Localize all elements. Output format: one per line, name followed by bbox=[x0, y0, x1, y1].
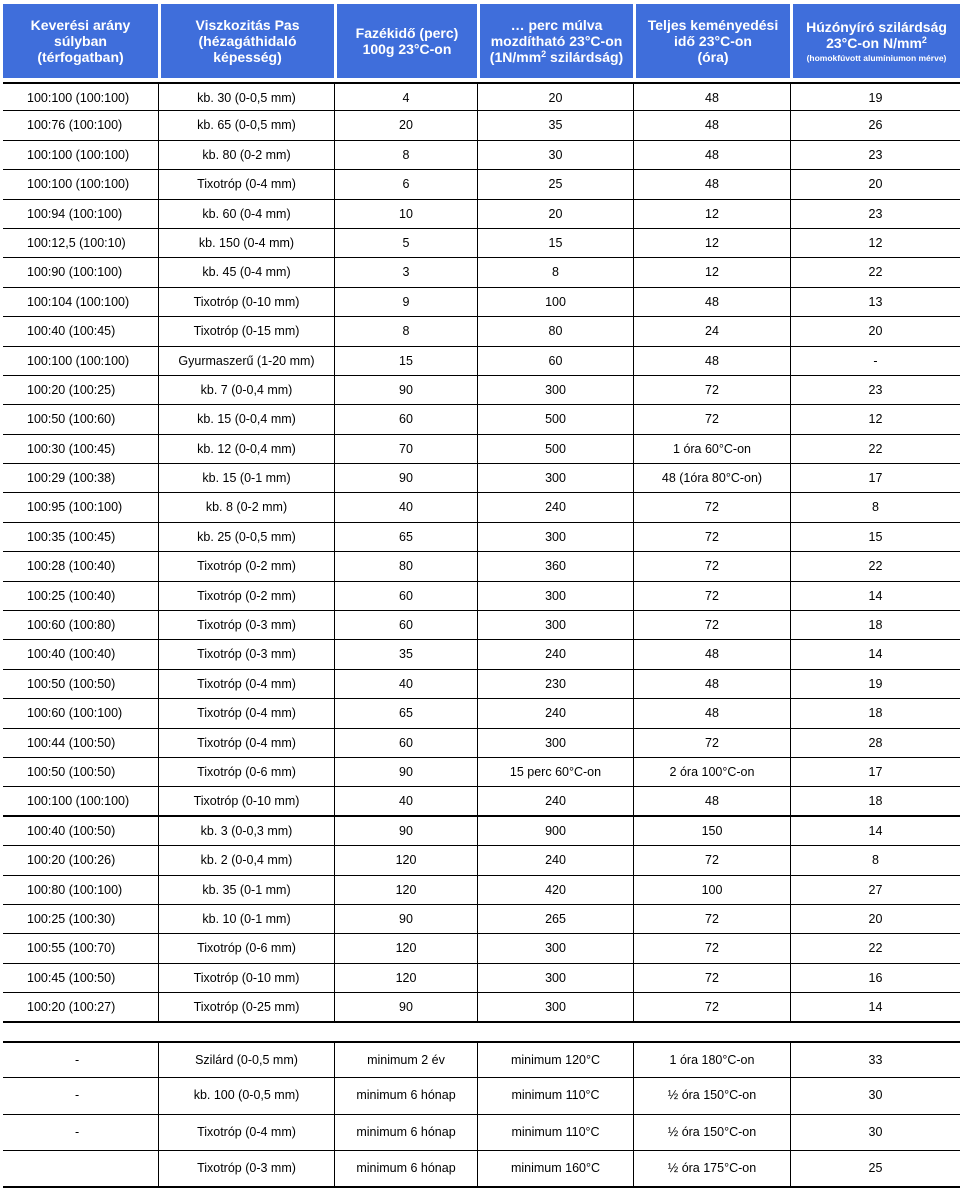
cell-cure-time: 72 bbox=[633, 552, 790, 580]
cell-cure-time: ½ óra 150°C-on bbox=[633, 1078, 790, 1114]
cell-shear-strength: 19 bbox=[790, 670, 960, 698]
cell-mixing-ratio: - bbox=[75, 1124, 80, 1139]
cell-temperature: minimum 120°C bbox=[477, 1043, 633, 1077]
cell-viscosity: Tixotróp (0-4 mm) bbox=[158, 670, 334, 698]
cell-pot-life: 35 bbox=[334, 640, 477, 668]
cell-pot-life: 90 bbox=[334, 464, 477, 492]
cell-pot-life: 15 bbox=[334, 347, 477, 375]
cell-pot-life: 6 bbox=[334, 170, 477, 198]
cell-movable-after: 300 bbox=[477, 376, 633, 404]
cell-pot-life: 80 bbox=[334, 552, 477, 580]
cell-pot-life: 60 bbox=[334, 729, 477, 757]
header-mixing-ratio: Keverési arány súlyban (térfogatban) bbox=[3, 4, 158, 78]
cell-mixing-ratio: 100:20 (100:25) bbox=[27, 382, 116, 397]
cell-viscosity: Tixotróp (0-3 mm) bbox=[158, 1151, 334, 1186]
cell-viscosity: Szilárd (0-0,5 mm) bbox=[158, 1043, 334, 1077]
cell-shear-strength: 20 bbox=[790, 170, 960, 198]
table-row bbox=[3, 964, 960, 993]
cell-mixing-ratio: 100:50 (100:50) bbox=[27, 676, 116, 691]
cell-viscosity: kb. 2 (0-0,4 mm) bbox=[158, 846, 334, 874]
cell-mixing-ratio: 100:25 (100:30) bbox=[27, 911, 116, 926]
cell-mixing-ratio: 100:100 (100:100) bbox=[27, 794, 130, 809]
cell-shear-strength: 13 bbox=[790, 288, 960, 316]
cell-movable-after: 300 bbox=[477, 611, 633, 639]
cell-cure-time: 72 bbox=[633, 523, 790, 551]
cell-shear-strength: 22 bbox=[790, 934, 960, 962]
cell-mixing-ratio: 100:40 (100:45) bbox=[27, 324, 116, 339]
cell-movable-after: 230 bbox=[477, 670, 633, 698]
cell-shear-strength: 20 bbox=[790, 317, 960, 345]
cell-shear-strength: 16 bbox=[790, 964, 960, 992]
cell-cure-time: 72 bbox=[633, 493, 790, 521]
cell-movable-after: 300 bbox=[477, 964, 633, 992]
cell-pot-life: 20 bbox=[334, 111, 477, 139]
table-row bbox=[3, 1078, 960, 1115]
cell-mixing-ratio: 100:76 (100:100) bbox=[27, 118, 123, 133]
cell-cure-time: 72 bbox=[633, 405, 790, 433]
cell-shear-strength: 22 bbox=[790, 552, 960, 580]
header-shear-strength: Húzónyíró szilárdság 23°C-on $N/mm^2$ (homokfúvott alumíniumon mérve) bbox=[790, 4, 960, 78]
cell-viscosity: Tixotróp (0-4 mm) bbox=[158, 170, 334, 198]
cell-pot-life: 8 bbox=[334, 141, 477, 169]
table-row bbox=[3, 317, 960, 346]
cell-shear-strength: 30 bbox=[790, 1078, 960, 1114]
cell-cure-time: 12 bbox=[633, 229, 790, 257]
cell-movable-after: 300 bbox=[477, 729, 633, 757]
table-row bbox=[3, 170, 960, 199]
cell-mixing-ratio: 100:20 (100:26) bbox=[27, 853, 116, 868]
cell-viscosity: Tixotróp (0-3 mm) bbox=[158, 611, 334, 639]
table-row bbox=[3, 523, 960, 552]
cell-pot-life: 10 bbox=[334, 200, 477, 228]
cell-pot-life: minimum 6 hónap bbox=[334, 1151, 477, 1186]
cell-movable-after: 500 bbox=[477, 405, 633, 433]
cell-viscosity: Tixotróp (0-15 mm) bbox=[158, 317, 334, 345]
cell-viscosity: kb. 150 (0-4 mm) bbox=[158, 229, 334, 257]
table-row bbox=[3, 1115, 960, 1152]
cell-temperature: minimum 110°C bbox=[477, 1115, 633, 1151]
cell-pot-life: 40 bbox=[334, 670, 477, 698]
cell-viscosity: Tixotróp (0-10 mm) bbox=[158, 288, 334, 316]
cell-viscosity: kb. 60 (0-4 mm) bbox=[158, 200, 334, 228]
cell-viscosity: Tixotróp (0-3 mm) bbox=[158, 640, 334, 668]
table-row bbox=[3, 200, 960, 229]
cell-movable-after: 100 bbox=[477, 288, 633, 316]
cell-pot-life: 120 bbox=[334, 846, 477, 874]
cell-shear-strength: 25 bbox=[790, 1151, 960, 1186]
cell-cure-time: 12 bbox=[633, 200, 790, 228]
cell-viscosity: kb. 65 (0-0,5 mm) bbox=[158, 111, 334, 139]
cell-mixing-ratio: - bbox=[75, 1087, 80, 1102]
cell-cure-time: 12 bbox=[633, 258, 790, 286]
cell-mixing-ratio: 100:94 (100:100) bbox=[27, 206, 123, 221]
cell-mixing-ratio: 100:28 (100:40) bbox=[27, 559, 116, 574]
cell-viscosity: Tixotróp (0-6 mm) bbox=[158, 934, 334, 962]
cell-shear-strength: 18 bbox=[790, 611, 960, 639]
table-row bbox=[3, 376, 960, 405]
table-row bbox=[3, 729, 960, 758]
cell-viscosity: Gyurmaszerű (1-20 mm) bbox=[158, 347, 334, 375]
cell-shear-strength: 17 bbox=[790, 464, 960, 492]
cell-shear-strength: 30 bbox=[790, 1115, 960, 1151]
cell-cure-time: 48 bbox=[633, 347, 790, 375]
cell-pot-life: 40 bbox=[334, 493, 477, 521]
cell-mixing-ratio bbox=[3, 1151, 158, 1186]
cell-viscosity: Tixotróp (0-2 mm) bbox=[158, 552, 334, 580]
header-movable-after: … perc múlva mozdítható 23°C-on ($1N/mm^2$ szilárdság) bbox=[477, 4, 633, 78]
cell-viscosity: kb. 35 (0-1 mm) bbox=[158, 876, 334, 904]
cell-cure-time: 72 bbox=[633, 905, 790, 933]
cell-movable-after: 300 bbox=[477, 582, 633, 610]
cell-shear-strength: 22 bbox=[790, 258, 960, 286]
high-temperature-table bbox=[3, 1041, 960, 1188]
cell-movable-after: 25 bbox=[477, 170, 633, 198]
table-row bbox=[3, 1041, 960, 1078]
cell-pot-life: 90 bbox=[334, 905, 477, 933]
cell-cure-time: 48 bbox=[633, 84, 790, 110]
cell-cure-time: 48 bbox=[633, 170, 790, 198]
cell-movable-after: 360 bbox=[477, 552, 633, 580]
table-row bbox=[3, 493, 960, 522]
cell-viscosity: kb. 8 (0-2 mm) bbox=[158, 493, 334, 521]
cell-movable-after: 240 bbox=[477, 846, 633, 874]
cell-mixing-ratio: 100:25 (100:40) bbox=[27, 588, 116, 603]
cell-cure-time: 48 bbox=[633, 141, 790, 169]
cell-movable-after: 240 bbox=[477, 787, 633, 814]
cell-movable-after: 300 bbox=[477, 993, 633, 1020]
cell-viscosity: Tixotróp (0-10 mm) bbox=[158, 787, 334, 814]
cell-mixing-ratio: 100:100 (100:100) bbox=[27, 91, 130, 105]
cell-movable-after: 240 bbox=[477, 699, 633, 727]
cell-shear-strength: 23 bbox=[790, 141, 960, 169]
table-row bbox=[3, 1151, 960, 1188]
cell-shear-strength: 33 bbox=[790, 1043, 960, 1077]
cell-shear-strength: 26 bbox=[790, 111, 960, 139]
table-row bbox=[3, 670, 960, 699]
cell-movable-after: 300 bbox=[477, 464, 633, 492]
cell-mixing-ratio: 100:20 (100:27) bbox=[27, 1000, 116, 1015]
table-row bbox=[3, 787, 960, 816]
cell-mixing-ratio: 100:100 (100:100) bbox=[27, 147, 130, 162]
table-row bbox=[3, 347, 960, 376]
table-row bbox=[3, 905, 960, 934]
cell-pot-life: 70 bbox=[334, 435, 477, 463]
cell-pot-life: 60 bbox=[334, 582, 477, 610]
cell-cure-time: 72 bbox=[633, 964, 790, 992]
cell-shear-strength: 14 bbox=[790, 993, 960, 1020]
table-row bbox=[3, 82, 960, 111]
cell-mixing-ratio: 100:95 (100:100) bbox=[27, 500, 123, 515]
cell-viscosity: Tixotróp (0-10 mm) bbox=[158, 964, 334, 992]
cell-shear-strength: 22 bbox=[790, 435, 960, 463]
cell-shear-strength: 18 bbox=[790, 699, 960, 727]
cell-cure-time: 48 bbox=[633, 699, 790, 727]
cell-viscosity: kb. 15 (0-0,4 mm) bbox=[158, 405, 334, 433]
header-pot-life: Fazékidő (perc) 100g 23°C-on bbox=[334, 4, 477, 78]
cell-pot-life: 8 bbox=[334, 317, 477, 345]
cell-viscosity: Tixotróp (0-4 mm) bbox=[158, 699, 334, 727]
cell-temperature: minimum 110°C bbox=[477, 1078, 633, 1114]
cell-mixing-ratio: 100:80 (100:100) bbox=[27, 882, 123, 897]
cell-shear-strength: 23 bbox=[790, 200, 960, 228]
cell-cure-time: 72 bbox=[633, 729, 790, 757]
cell-pot-life: 65 bbox=[334, 523, 477, 551]
cell-shear-strength: 15 bbox=[790, 523, 960, 551]
cell-cure-time: ½ óra 175°C-on bbox=[633, 1151, 790, 1186]
cell-cure-time: 48 (1óra 80°C-on) bbox=[633, 464, 790, 492]
table-header bbox=[3, 4, 960, 78]
cell-viscosity: kb. 12 (0-0,4 mm) bbox=[158, 435, 334, 463]
cell-viscosity: kb. 10 (0-1 mm) bbox=[158, 905, 334, 933]
table-row bbox=[3, 258, 960, 287]
cell-mixing-ratio: 100:55 (100:70) bbox=[27, 941, 116, 956]
cell-movable-after: 15 perc 60°C-on bbox=[477, 758, 633, 786]
table-row bbox=[3, 552, 960, 581]
cell-shear-strength: 12 bbox=[790, 229, 960, 257]
cell-viscosity: Tixotróp (0-25 mm) bbox=[158, 993, 334, 1020]
cell-shear-strength: 14 bbox=[790, 582, 960, 610]
cell-pot-life: 5 bbox=[334, 229, 477, 257]
cell-cure-time: 48 bbox=[633, 288, 790, 316]
table-row bbox=[3, 611, 960, 640]
cell-mixing-ratio: 100:100 (100:100) bbox=[27, 353, 130, 368]
cell-viscosity: kb. 15 (0-1 mm) bbox=[158, 464, 334, 492]
cell-pot-life: 90 bbox=[334, 376, 477, 404]
cell-cure-time: 48 bbox=[633, 787, 790, 814]
cell-movable-after: 20 bbox=[477, 84, 633, 110]
cell-cure-time: 72 bbox=[633, 934, 790, 962]
table-row bbox=[3, 934, 960, 963]
cell-pot-life: 90 bbox=[334, 817, 477, 845]
cell-shear-strength: 18 bbox=[790, 787, 960, 814]
cell-pot-life: minimum 6 hónap bbox=[334, 1115, 477, 1151]
cell-mixing-ratio: 100:12,5 (100:10) bbox=[27, 235, 126, 250]
cell-pot-life: 120 bbox=[334, 934, 477, 962]
cell-mixing-ratio: 100:50 (100:60) bbox=[27, 412, 116, 427]
cell-temperature: minimum 160°C bbox=[477, 1151, 633, 1186]
table-row bbox=[3, 699, 960, 728]
cell-pot-life: 4 bbox=[334, 84, 477, 110]
cell-viscosity: kb. 3 (0-0,3 mm) bbox=[158, 817, 334, 845]
cell-mixing-ratio: 100:40 (100:40) bbox=[27, 647, 116, 662]
cell-movable-after: 35 bbox=[477, 111, 633, 139]
cell-viscosity: kb. 25 (0-0,5 mm) bbox=[158, 523, 334, 551]
cell-movable-after: 20 bbox=[477, 200, 633, 228]
table-row bbox=[3, 846, 960, 875]
cell-movable-after: 60 bbox=[477, 347, 633, 375]
cell-shear-strength: 23 bbox=[790, 376, 960, 404]
table-row bbox=[3, 229, 960, 258]
cell-cure-time: 48 bbox=[633, 640, 790, 668]
cell-movable-after: 265 bbox=[477, 905, 633, 933]
cell-cure-time: 48 bbox=[633, 111, 790, 139]
table-row bbox=[3, 758, 960, 787]
header-viscosity: Viszkozitás Pas (hézagáthidaló képesség) bbox=[158, 4, 334, 78]
cell-viscosity: kb. 7 (0-0,4 mm) bbox=[158, 376, 334, 404]
table-row bbox=[3, 876, 960, 905]
cell-mixing-ratio: 100:35 (100:45) bbox=[27, 529, 116, 544]
cell-shear-strength: 8 bbox=[790, 846, 960, 874]
cell-pot-life: 120 bbox=[334, 964, 477, 992]
cell-movable-after: 15 bbox=[477, 229, 633, 257]
cell-shear-strength: 27 bbox=[790, 876, 960, 904]
cell-movable-after: 900 bbox=[477, 817, 633, 845]
cell-movable-after: 240 bbox=[477, 640, 633, 668]
table-row bbox=[3, 640, 960, 669]
cell-pot-life: 60 bbox=[334, 611, 477, 639]
table-row bbox=[3, 817, 960, 846]
table-row bbox=[3, 993, 960, 1022]
data-table bbox=[3, 82, 960, 1023]
cell-pot-life: 3 bbox=[334, 258, 477, 286]
cell-shear-strength: 8 bbox=[790, 493, 960, 521]
cell-cure-time: 72 bbox=[633, 846, 790, 874]
cell-shear-strength: 19 bbox=[790, 84, 960, 110]
table-row bbox=[3, 288, 960, 317]
cell-pot-life: 90 bbox=[334, 758, 477, 786]
table-row bbox=[3, 435, 960, 464]
cell-mixing-ratio: 100:60 (100:100) bbox=[27, 706, 123, 721]
cell-pot-life: 40 bbox=[334, 787, 477, 814]
cell-mixing-ratio: 100:44 (100:50) bbox=[27, 735, 116, 750]
header-full-cure-time: Teljes keményedési idő 23°C-on (óra) bbox=[633, 4, 790, 78]
cell-pot-life: 65 bbox=[334, 699, 477, 727]
table-row bbox=[3, 141, 960, 170]
cell-viscosity: kb. 45 (0-4 mm) bbox=[158, 258, 334, 286]
cell-viscosity: kb. 100 (0-0,5 mm) bbox=[158, 1078, 334, 1114]
cell-mixing-ratio: 100:100 (100:100) bbox=[27, 177, 130, 192]
cell-mixing-ratio: 100:29 (100:38) bbox=[27, 471, 116, 486]
cell-pot-life: 90 bbox=[334, 993, 477, 1020]
cell-cure-time: 2 óra 100°C-on bbox=[633, 758, 790, 786]
table-row bbox=[3, 464, 960, 493]
cell-mixing-ratio: 100:30 (100:45) bbox=[27, 441, 116, 456]
cell-viscosity: Tixotróp (0-4 mm) bbox=[158, 1115, 334, 1151]
cell-movable-after: 30 bbox=[477, 141, 633, 169]
cell-pot-life: 9 bbox=[334, 288, 477, 316]
cell-movable-after: 300 bbox=[477, 523, 633, 551]
cell-movable-after: 240 bbox=[477, 493, 633, 521]
cell-cure-time: ½ óra 150°C-on bbox=[633, 1115, 790, 1151]
cell-viscosity: Tixotróp (0-6 mm) bbox=[158, 758, 334, 786]
cell-mixing-ratio: 100:45 (100:50) bbox=[27, 970, 116, 985]
cell-shear-strength: 17 bbox=[790, 758, 960, 786]
cell-shear-strength: 20 bbox=[790, 905, 960, 933]
cell-pot-life: 60 bbox=[334, 405, 477, 433]
cell-mixing-ratio: 100:90 (100:100) bbox=[27, 265, 123, 280]
cell-cure-time: 1 óra 60°C-on bbox=[633, 435, 790, 463]
cell-movable-after: 80 bbox=[477, 317, 633, 345]
cell-movable-after: 500 bbox=[477, 435, 633, 463]
table-row bbox=[3, 405, 960, 434]
cell-cure-time: 1 óra 180°C-on bbox=[633, 1043, 790, 1077]
cell-cure-time: 72 bbox=[633, 582, 790, 610]
cell-mixing-ratio: - bbox=[75, 1053, 80, 1067]
cell-pot-life: minimum 6 hónap bbox=[334, 1078, 477, 1114]
cell-viscosity: Tixotróp (0-4 mm) bbox=[158, 729, 334, 757]
cell-shear-strength: 14 bbox=[790, 640, 960, 668]
cell-viscosity: Tixotróp (0-2 mm) bbox=[158, 582, 334, 610]
cell-cure-time: 48 bbox=[633, 670, 790, 698]
cell-shear-strength: 14 bbox=[790, 817, 960, 845]
cell-cure-time: 72 bbox=[633, 376, 790, 404]
cell-shear-strength: 12 bbox=[790, 405, 960, 433]
cell-mixing-ratio: 100:50 (100:50) bbox=[27, 764, 116, 779]
cell-viscosity: kb. 30 (0-0,5 mm) bbox=[158, 84, 334, 110]
table-row bbox=[3, 111, 960, 140]
cell-pot-life: 120 bbox=[334, 876, 477, 904]
cell-cure-time: 24 bbox=[633, 317, 790, 345]
cell-movable-after: 420 bbox=[477, 876, 633, 904]
cell-cure-time: 100 bbox=[633, 876, 790, 904]
cell-mixing-ratio: 100:40 (100:50) bbox=[27, 823, 116, 838]
cell-movable-after: 8 bbox=[477, 258, 633, 286]
cell-cure-time: 72 bbox=[633, 611, 790, 639]
cell-mixing-ratio: 100:104 (100:100) bbox=[27, 294, 130, 309]
cell-mixing-ratio: 100:60 (100:80) bbox=[27, 618, 116, 633]
table-row bbox=[3, 582, 960, 611]
cell-viscosity: kb. 80 (0-2 mm) bbox=[158, 141, 334, 169]
cell-movable-after: 300 bbox=[477, 934, 633, 962]
cell-cure-time: 72 bbox=[633, 993, 790, 1020]
cell-shear-strength: 28 bbox=[790, 729, 960, 757]
cell-shear-strength: - bbox=[790, 347, 960, 375]
cell-pot-life: minimum 2 év bbox=[334, 1043, 477, 1077]
cell-cure-time: 150 bbox=[633, 817, 790, 845]
